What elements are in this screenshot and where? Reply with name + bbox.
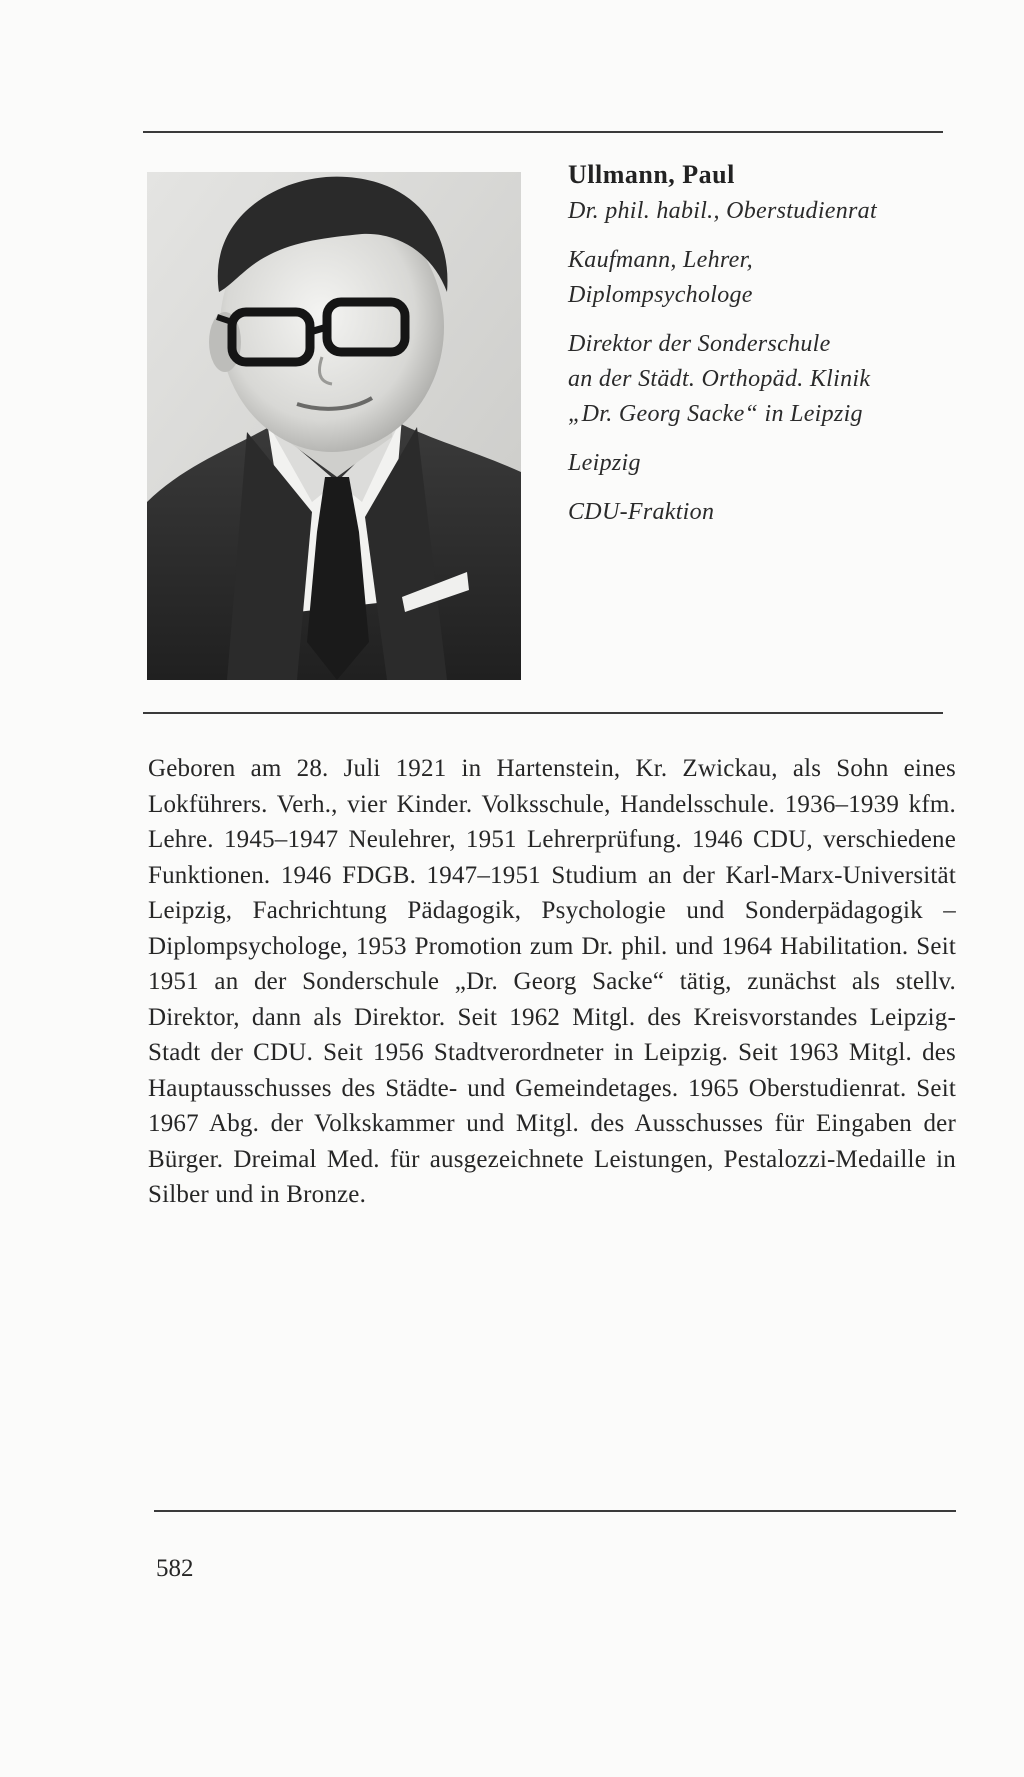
entry-header [568,160,948,530]
position-line-3: „Dr. Georg Sacke“ in Leipzig [568,401,863,427]
top-divider [143,131,943,133]
location: Leipzig [568,450,641,476]
portrait-photo [147,172,521,680]
faction: CDU-Fraktion [568,499,715,525]
bottom-divider [154,1510,956,1512]
academic-title: Dr. phil. habil., Oberstudienrat [568,198,877,224]
position-line-2: an der Städt. Orthopäd. Klinik [568,366,871,392]
profession-line-2: Diplompsychologe [568,282,753,308]
middle-divider [143,712,943,714]
position-line-1: Direktor der Sonderschule [568,331,831,357]
page-number: 582 [156,1555,194,1582]
biography-text: Geboren am 28. Juli 1921 in Hartenstein, Kr. Zwickau, als Sohn eines Lokführers. Verh., vier Kinder. Volksschule, Handelsschule. 1936–1939 kfm. Lehre. 1945–1947 Neulehrer, 1951 Lehrerprüfung. 1946 CDU, verschiedene Funktionen. 1946 FDGB. 1947–1951 Studium an der Karl-Marx-Universität Leipzig, Fachrichtung Pädagogik, Psychologie und Sonderpädagogik – Diplompsychologe, 1953 Promotion zum Dr. phil. und 1964 Habilitation. Seit 1951 an der Sonderschule „Dr. Georg Sacke“ tätig, zunächst als stellv. Direktor, dann als Direktor. Seit 1962 Mitgl. des Kreisvorstandes Leipzig-Stadt der CDU. Seit 1956 Stadtverordneter in Leipzig. Seit 1963 Mitgl. des Hauptausschusses des Städte- und Gemeindetages. 1965 Oberstudienrat. Seit 1967 Abg. der Volkskammer und Mitgl. des Ausschusses für Eingaben der Bürger. Dreimal Med. für ausgezeichnete Leistungen, Pestalozzi-Medaille in Silber und in Bronze. [148,755,956,1208]
profession-line-1: Kaufmann, Lehrer, [568,247,753,273]
portrait-image [147,172,521,680]
person-name: Ullmann, Paul [568,160,735,189]
